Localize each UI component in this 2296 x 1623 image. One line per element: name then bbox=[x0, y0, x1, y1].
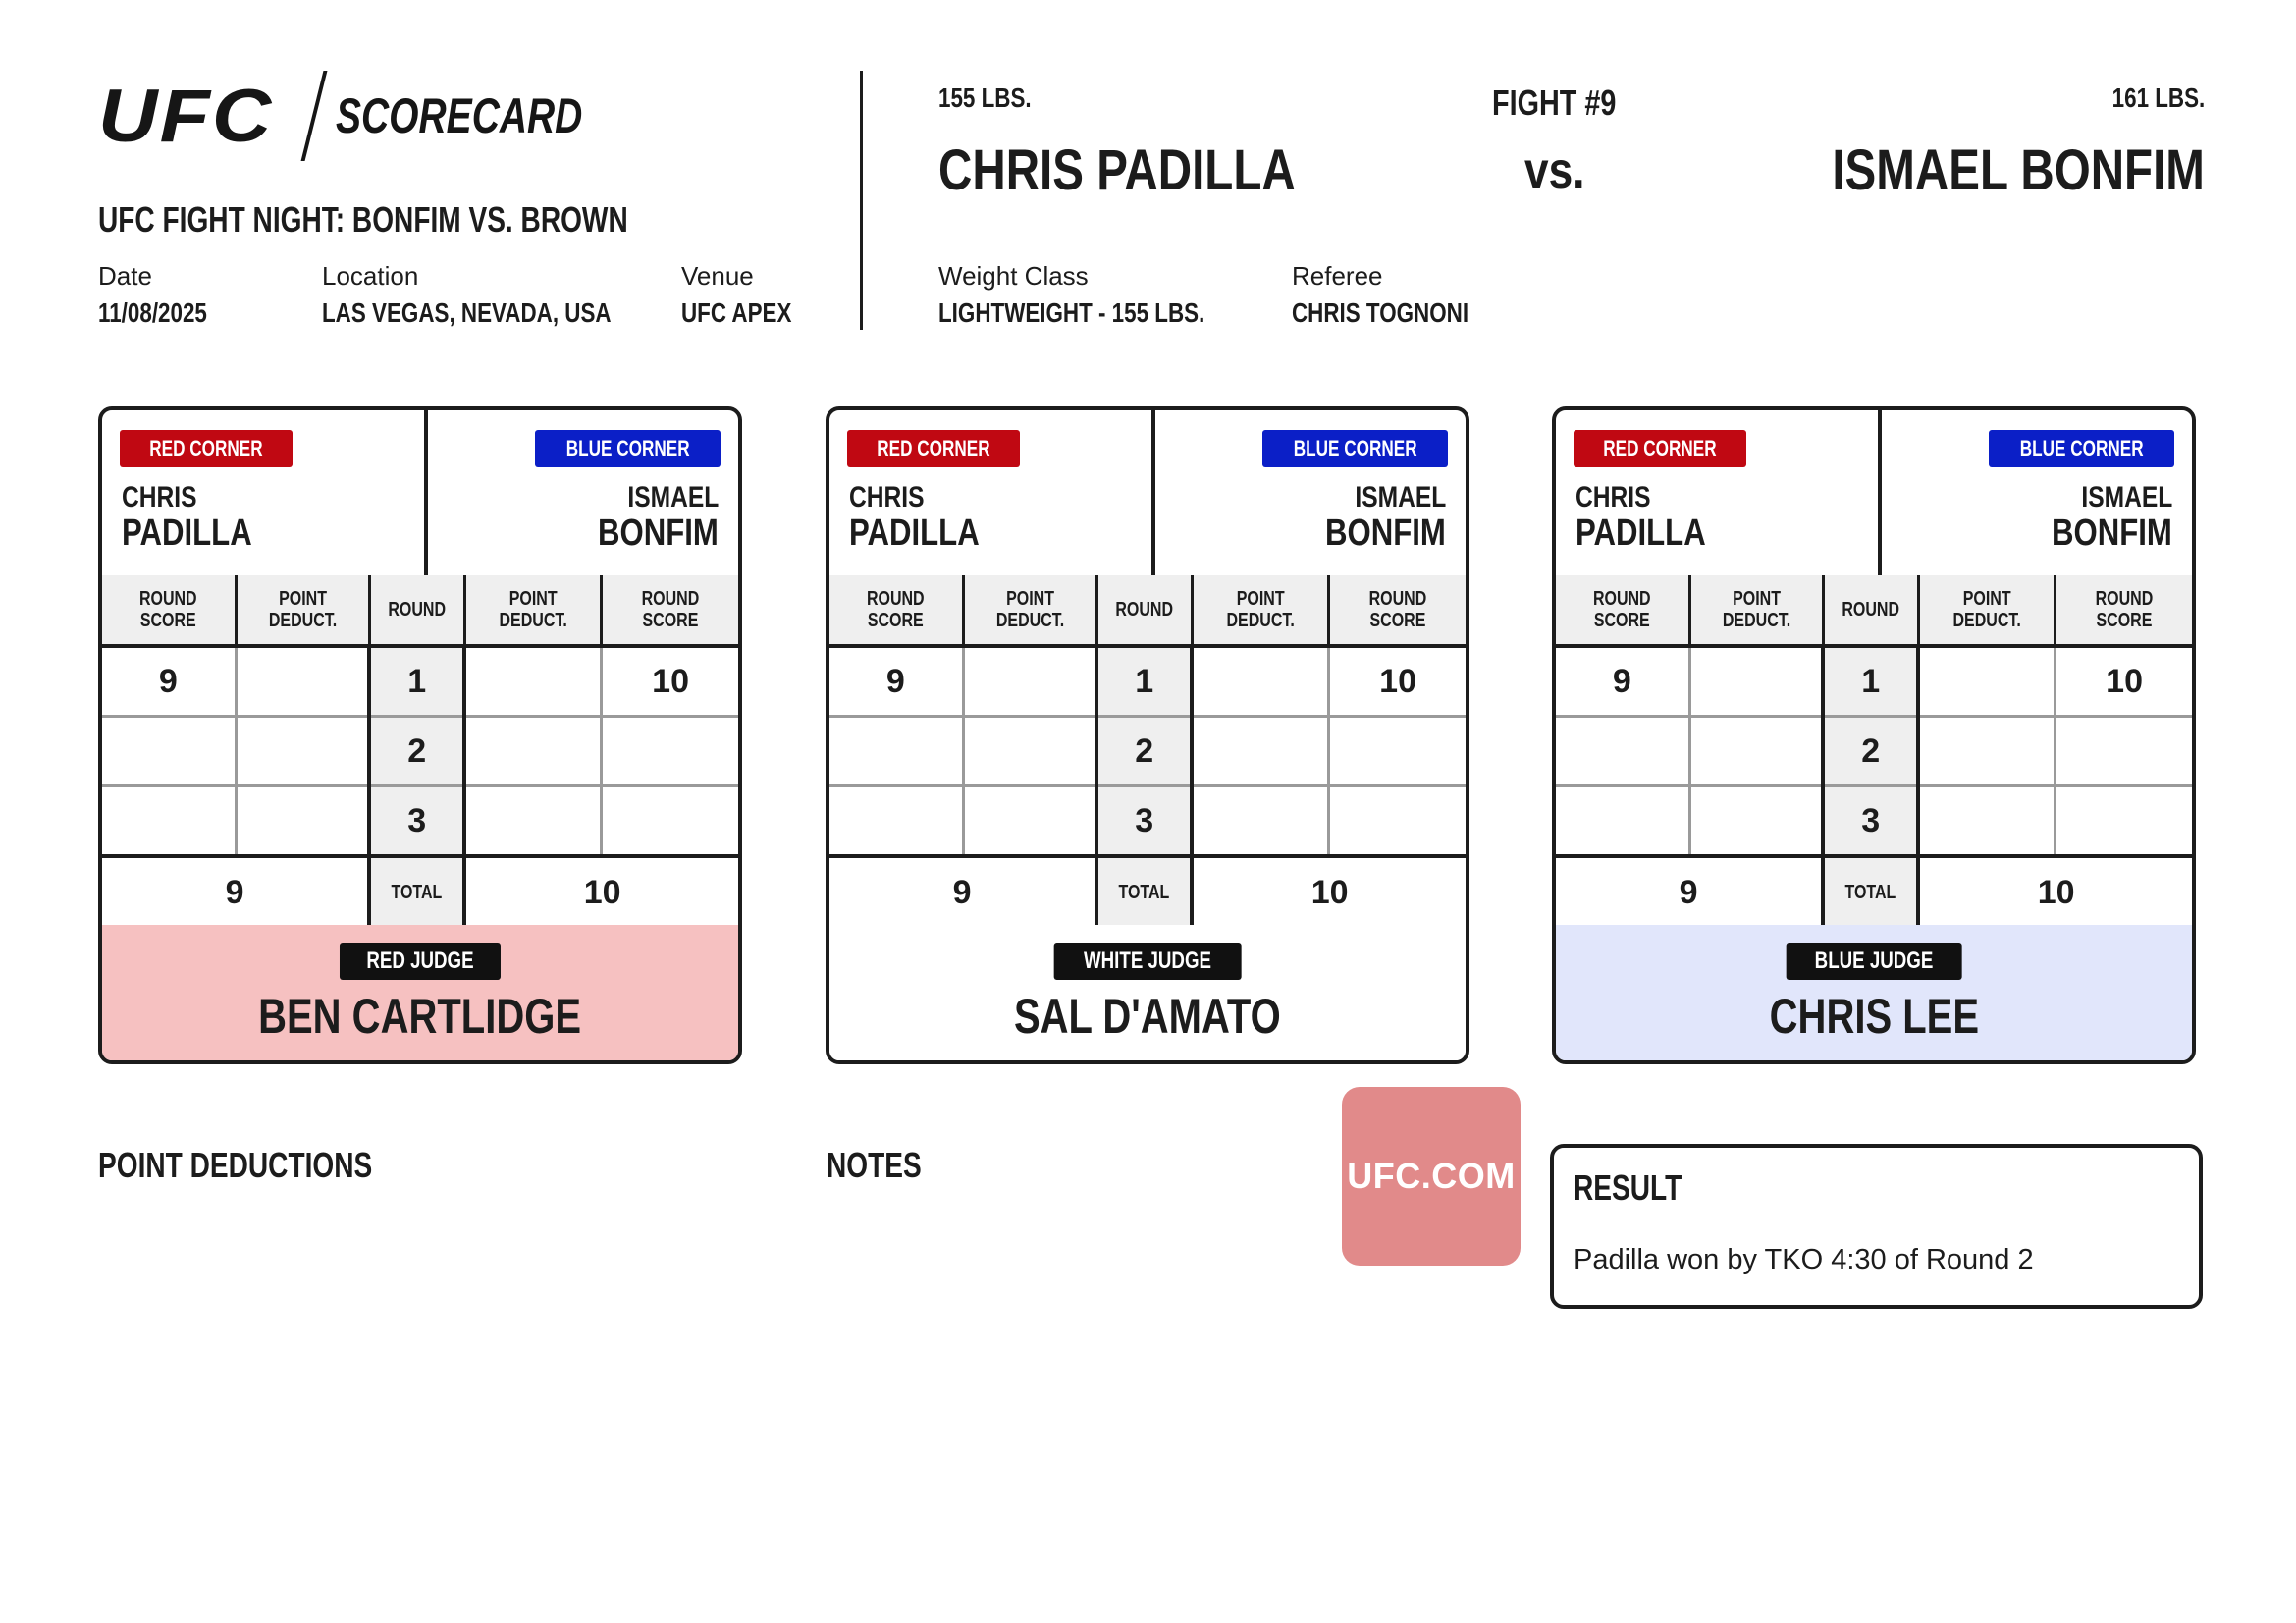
ufc-scorecard-logo bbox=[98, 71, 652, 161]
judge-card bbox=[826, 406, 1469, 1064]
blue-total: 10 bbox=[464, 856, 738, 929]
blue-point-deduction bbox=[1192, 646, 1328, 717]
blue-fighter-name: ISMAEL BONFIM bbox=[1832, 138, 2205, 202]
blue-point-deduction bbox=[1918, 786, 2055, 857]
red-point-deduction bbox=[963, 646, 1096, 717]
round-number: 3 bbox=[369, 786, 464, 857]
judge-label: WHITE JUDGE bbox=[1083, 947, 1212, 974]
red-total: 9 bbox=[829, 856, 1096, 929]
round-score-header: ROUND SCORE bbox=[2056, 575, 2192, 646]
watermark-text: UFC.COM bbox=[1347, 1156, 1516, 1196]
round-row bbox=[829, 717, 1466, 786]
red-first-name: CHRIS bbox=[849, 481, 925, 514]
judge-name: SAL D'AMATO bbox=[1014, 989, 1281, 1044]
round-number: 3 bbox=[1096, 786, 1192, 857]
blue-total: 10 bbox=[1192, 856, 1466, 929]
round-score-header: ROUND SCORE bbox=[102, 575, 236, 646]
event-name: UFC FIGHT NIGHT: BONFIM VS. BROWN bbox=[98, 199, 628, 240]
red-point-deduction bbox=[236, 717, 369, 786]
red-corner-badge bbox=[1574, 430, 1746, 467]
blue-first-name: ISMAEL bbox=[2081, 481, 2172, 514]
judge-badge bbox=[1787, 943, 1962, 980]
round-header: ROUND bbox=[1823, 575, 1918, 646]
blue-point-deduction bbox=[464, 786, 601, 857]
round-number: 2 bbox=[369, 717, 464, 786]
round-row bbox=[829, 786, 1466, 857]
scorecard-title: SCORECARD bbox=[336, 88, 583, 143]
venue-label: Venue bbox=[681, 261, 754, 291]
notes-title: NOTES bbox=[827, 1145, 922, 1185]
referee-value: CHRIS TOGNONI bbox=[1292, 298, 1469, 328]
ufc-logo-text: UFC bbox=[98, 74, 274, 158]
blue-first-name: ISMAEL bbox=[627, 481, 719, 514]
score-header-row bbox=[829, 575, 1466, 646]
round-score-header: ROUND SCORE bbox=[602, 575, 738, 646]
blue-last-name: BONFIM bbox=[2052, 513, 2172, 554]
corner-header bbox=[1556, 410, 2192, 579]
red-corner-label: RED CORNER bbox=[149, 436, 263, 460]
round-row bbox=[1556, 786, 2192, 857]
round-number: 3 bbox=[1823, 786, 1918, 857]
round-row bbox=[1556, 717, 2192, 786]
point-deduct-header: POINT DEDUCT. bbox=[236, 575, 369, 646]
round-number: 1 bbox=[1823, 646, 1918, 717]
blue-round-score bbox=[2056, 786, 2192, 857]
red-point-deduction bbox=[236, 786, 369, 857]
blue-point-deduction bbox=[464, 717, 601, 786]
blue-last-name: BONFIM bbox=[1325, 513, 1446, 554]
corner-divider bbox=[1878, 410, 1882, 575]
red-corner-label: RED CORNER bbox=[877, 436, 990, 460]
red-round-score bbox=[1556, 786, 1689, 857]
red-total: 9 bbox=[102, 856, 369, 929]
total-row bbox=[829, 856, 1466, 929]
blue-corner-label: BLUE CORNER bbox=[565, 436, 690, 460]
result-title: RESULT bbox=[1574, 1167, 1682, 1208]
red-fighter-name: CHRIS PADILLA bbox=[938, 138, 1296, 202]
round-score-header: ROUND SCORE bbox=[829, 575, 963, 646]
judge-name: BEN CARTLIDGE bbox=[258, 989, 582, 1044]
judge-area bbox=[102, 925, 738, 1064]
score-header-row bbox=[1556, 575, 2192, 646]
round-row bbox=[829, 646, 1466, 717]
red-round-score: 9 bbox=[829, 646, 963, 717]
blue-corner-badge bbox=[1989, 430, 2174, 467]
ufc-com-watermark bbox=[1342, 1087, 1521, 1266]
judge-card bbox=[1552, 406, 2196, 1064]
corner-header bbox=[102, 410, 738, 579]
result-box bbox=[1550, 1144, 2203, 1309]
round-number: 1 bbox=[369, 646, 464, 717]
corner-divider bbox=[1151, 410, 1155, 575]
point-deduct-header: POINT DEDUCT. bbox=[464, 575, 601, 646]
logo-divider bbox=[301, 71, 328, 161]
judge-label: RED JUDGE bbox=[366, 947, 474, 974]
round-score-header: ROUND SCORE bbox=[1556, 575, 1689, 646]
judge-card bbox=[98, 406, 742, 1064]
red-round-score: 9 bbox=[102, 646, 236, 717]
judge-area bbox=[1556, 925, 2192, 1064]
red-first-name: CHRIS bbox=[1575, 481, 1651, 514]
red-corner-label: RED CORNER bbox=[1603, 436, 1717, 460]
red-fighter-weight: 155 LBS. bbox=[938, 82, 1032, 113]
score-header-row bbox=[102, 575, 738, 646]
referee-label: Referee bbox=[1292, 261, 1383, 291]
red-corner-badge bbox=[847, 430, 1020, 467]
blue-round-score bbox=[1329, 786, 1466, 857]
vs-label: vs. bbox=[1524, 142, 1585, 199]
judge-label: BLUE JUDGE bbox=[1814, 947, 1934, 974]
blue-total: 10 bbox=[1918, 856, 2192, 929]
red-last-name: PADILLA bbox=[849, 513, 980, 554]
blue-fighter-weight: 161 LBS. bbox=[2111, 82, 2205, 113]
blue-last-name: BONFIM bbox=[598, 513, 719, 554]
red-last-name: PADILLA bbox=[122, 513, 252, 554]
header-divider bbox=[860, 71, 863, 330]
red-point-deduction bbox=[963, 786, 1096, 857]
blue-round-score: 10 bbox=[2056, 646, 2192, 717]
round-row bbox=[102, 717, 738, 786]
total-label: TOTAL bbox=[1823, 856, 1918, 929]
round-row bbox=[1556, 646, 2192, 717]
blue-round-score bbox=[602, 786, 738, 857]
blue-point-deduction bbox=[1918, 717, 2055, 786]
round-number: 1 bbox=[1096, 646, 1192, 717]
point-deduct-header: POINT DEDUCT. bbox=[1192, 575, 1328, 646]
point-deduct-header: POINT DEDUCT. bbox=[963, 575, 1096, 646]
round-number: 2 bbox=[1096, 717, 1192, 786]
red-point-deduction bbox=[1689, 717, 1823, 786]
red-last-name: PADILLA bbox=[1575, 513, 1706, 554]
red-total: 9 bbox=[1556, 856, 1823, 929]
score-grid bbox=[1556, 575, 2192, 931]
red-point-deduction bbox=[236, 646, 369, 717]
venue-value: UFC APEX bbox=[681, 298, 792, 328]
score-grid bbox=[829, 575, 1466, 931]
red-point-deduction bbox=[1689, 786, 1823, 857]
weight-class-label: Weight Class bbox=[938, 261, 1089, 291]
corner-divider bbox=[424, 410, 428, 575]
round-row bbox=[102, 646, 738, 717]
red-point-deduction bbox=[1689, 646, 1823, 717]
blue-round-score: 10 bbox=[602, 646, 738, 717]
round-header: ROUND bbox=[1096, 575, 1192, 646]
blue-point-deduction bbox=[1192, 786, 1328, 857]
date-label: Date bbox=[98, 261, 152, 291]
red-round-score bbox=[102, 717, 236, 786]
red-round-score: 9 bbox=[1556, 646, 1689, 717]
blue-point-deduction bbox=[1918, 646, 2055, 717]
blue-corner-label: BLUE CORNER bbox=[2019, 436, 2144, 460]
total-row bbox=[102, 856, 738, 929]
red-round-score bbox=[1556, 717, 1689, 786]
location-label: Location bbox=[322, 261, 419, 291]
blue-point-deduction bbox=[1192, 717, 1328, 786]
blue-round-score bbox=[1329, 717, 1466, 786]
point-deduct-header: POINT DEDUCT. bbox=[1918, 575, 2055, 646]
result-text: Padilla won by TKO 4:30 of Round 2 bbox=[1574, 1244, 2034, 1275]
red-corner-badge bbox=[120, 430, 293, 467]
round-row bbox=[102, 786, 738, 857]
blue-round-score bbox=[2056, 717, 2192, 786]
blue-corner-badge bbox=[535, 430, 721, 467]
blue-round-score bbox=[602, 717, 738, 786]
blue-first-name: ISMAEL bbox=[1355, 481, 1446, 514]
blue-point-deduction bbox=[464, 646, 601, 717]
red-point-deduction bbox=[963, 717, 1096, 786]
score-grid bbox=[102, 575, 738, 931]
blue-corner-label: BLUE CORNER bbox=[1293, 436, 1417, 460]
fight-number: FIGHT #9 bbox=[1492, 82, 1617, 123]
red-round-score bbox=[829, 717, 963, 786]
weight-class-value: LIGHTWEIGHT - 155 LBS. bbox=[938, 298, 1205, 328]
round-header: ROUND bbox=[369, 575, 464, 646]
judge-badge bbox=[340, 943, 501, 980]
total-row bbox=[1556, 856, 2192, 929]
round-score-header: ROUND SCORE bbox=[1329, 575, 1466, 646]
round-number: 2 bbox=[1823, 717, 1918, 786]
blue-corner-badge bbox=[1262, 430, 1448, 467]
red-first-name: CHRIS bbox=[122, 481, 197, 514]
date-value: 11/08/2025 bbox=[98, 298, 207, 328]
total-label: TOTAL bbox=[369, 856, 464, 929]
point-deductions-title: POINT DEDUCTIONS bbox=[98, 1145, 373, 1185]
judge-badge bbox=[1054, 943, 1242, 980]
red-round-score bbox=[102, 786, 236, 857]
point-deduct-header: POINT DEDUCT. bbox=[1689, 575, 1823, 646]
blue-round-score: 10 bbox=[1329, 646, 1466, 717]
location-value: LAS VEGAS, NEVADA, USA bbox=[322, 298, 612, 328]
judge-name: CHRIS LEE bbox=[1769, 989, 1979, 1044]
judge-area bbox=[829, 925, 1466, 1064]
corner-header bbox=[829, 410, 1466, 579]
total-label: TOTAL bbox=[1096, 856, 1192, 929]
red-round-score bbox=[829, 786, 963, 857]
